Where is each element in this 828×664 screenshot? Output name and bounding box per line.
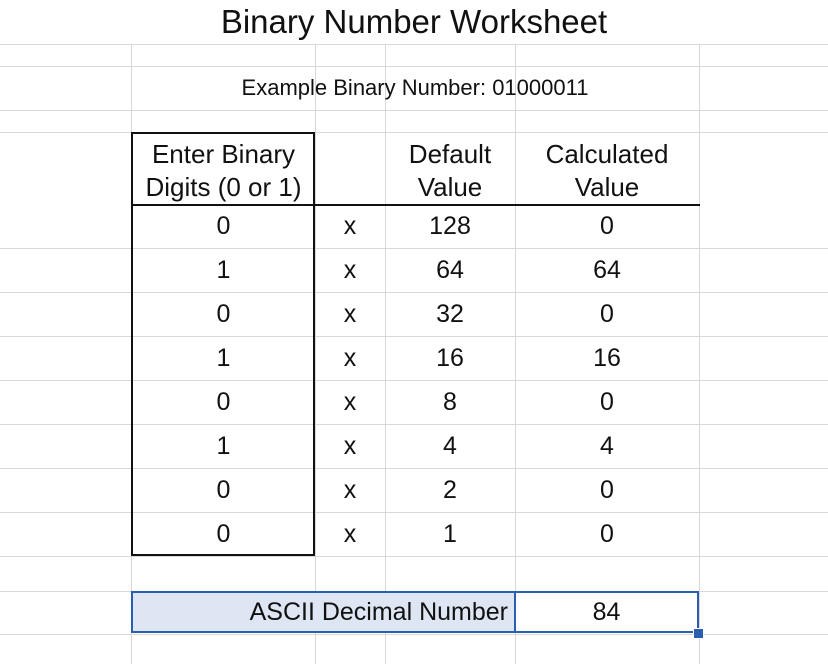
header-line: Value <box>417 172 483 202</box>
multiply-sign[interactable]: x <box>343 212 357 240</box>
header-calculated-value[interactable] <box>515 138 699 204</box>
default-value-cell[interactable]: 16 <box>436 344 464 372</box>
header-line: Enter Binary <box>151 139 296 169</box>
binary-digit-cell[interactable]: 1 <box>216 432 231 460</box>
multiply-sign[interactable]: x <box>343 300 357 328</box>
header-line: Calculated <box>545 139 669 169</box>
multiply-sign[interactable]: x <box>343 520 357 548</box>
ascii-decimal-value-cell[interactable]: 84 <box>515 591 699 633</box>
calculated-value-cell[interactable]: 0 <box>600 476 614 504</box>
header-default-value[interactable] <box>385 138 515 204</box>
binary-digit-cell[interactable]: 0 <box>216 212 231 240</box>
default-value-cell[interactable]: 32 <box>436 300 464 328</box>
multiply-sign[interactable]: x <box>343 476 357 504</box>
header-line: Value <box>574 172 640 202</box>
example-binary-number[interactable]: Example Binary Number: 01000011 <box>241 75 589 100</box>
header-line: Default <box>408 139 492 169</box>
calculated-value-cell[interactable]: 0 <box>600 520 614 548</box>
calculated-value-cell[interactable]: 0 <box>600 300 614 328</box>
multiply-sign[interactable]: x <box>343 432 357 460</box>
worksheet-title[interactable]: Binary Number Worksheet <box>220 3 608 40</box>
default-value-cell[interactable]: 8 <box>443 388 457 416</box>
default-value-cell[interactable]: 128 <box>429 212 471 240</box>
ascii-decimal-label-cell[interactable]: ASCII Decimal Number <box>131 591 515 633</box>
calculated-value-cell[interactable]: 4 <box>600 432 614 460</box>
default-value-cell[interactable]: 2 <box>443 476 457 504</box>
default-value-cell[interactable]: 4 <box>443 432 457 460</box>
default-value-cell[interactable]: 1 <box>443 520 457 548</box>
calculated-value-cell[interactable]: 0 <box>600 212 614 240</box>
calculated-value-cell[interactable]: 16 <box>593 344 621 372</box>
binary-digit-cell[interactable]: 1 <box>216 344 231 372</box>
multiply-sign[interactable]: x <box>343 388 357 416</box>
calculated-value-cell[interactable]: 64 <box>593 256 621 284</box>
binary-digit-cell[interactable]: 0 <box>216 476 231 504</box>
default-value-cell[interactable]: 64 <box>436 256 464 284</box>
binary-digit-cell[interactable]: 0 <box>216 520 231 548</box>
selection-fill-handle[interactable] <box>693 628 704 639</box>
multiply-sign[interactable]: x <box>343 344 357 372</box>
binary-digit-cell[interactable]: 1 <box>216 256 231 284</box>
calculated-value-cell[interactable]: 0 <box>600 388 614 416</box>
header-line: Digits (0 or 1) <box>145 172 302 202</box>
binary-digit-cell[interactable]: 0 <box>216 300 231 328</box>
multiply-sign[interactable]: x <box>343 256 357 284</box>
header-enter-binary-digits[interactable] <box>132 138 315 204</box>
binary-digit-cell[interactable]: 0 <box>216 388 231 416</box>
